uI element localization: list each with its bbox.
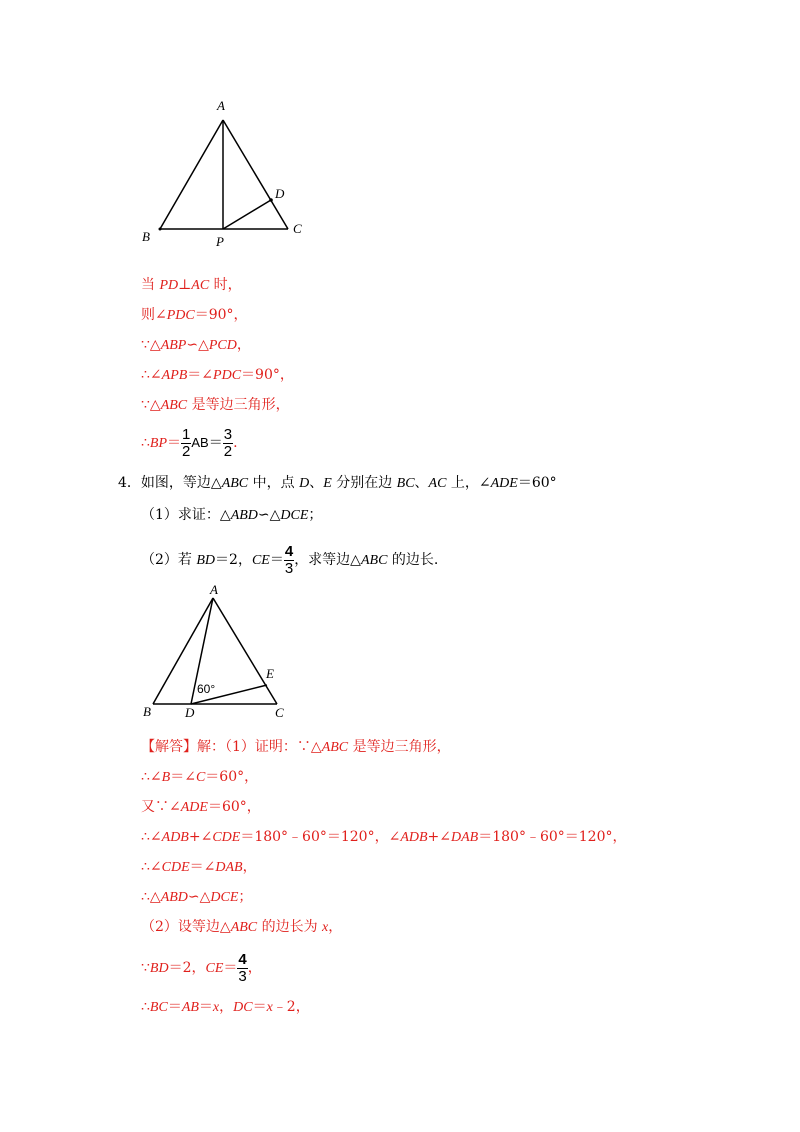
side-ab (160, 120, 223, 229)
fraction-three-halves: $\frac{3}{2}$ (223, 425, 233, 460)
answer-tag: 【解答】 (141, 739, 197, 755)
solution-2-line-9: ∴BC＝AB＝x，DC＝x﹣2， (141, 999, 310, 1015)
solution-2-line-2: ∴∠B＝∠C＝60°， (141, 769, 259, 785)
label-a: A (210, 582, 218, 597)
solution-1-line-6: ∴BP＝ $\frac{1}{2}$ AB＝ $\frac{3}{2}$ . (141, 425, 238, 460)
solution-1-line-2: 则∠PDC＝90°， (141, 307, 248, 323)
label-d: D (275, 186, 285, 201)
point-b (159, 228, 162, 231)
problem-4-part-1: （1）求证：△ABD∽△DCE； (141, 507, 323, 523)
point-d (269, 198, 273, 202)
solution-1-line-4: ∴∠APB＝∠PDC＝90°， (141, 367, 294, 383)
problem-4-stem: 4．如图，等边△ABC 中，点 D、E 分别在边 BC、AC 上，∠ADE＝60° (118, 475, 557, 491)
solution-2-line-3: 又∵∠ADE＝60°， (141, 799, 261, 815)
label-c: C (293, 221, 302, 236)
solution-1-line-1: 当 PD⊥AC 时， (141, 277, 242, 293)
side-ac (213, 598, 277, 704)
label-b: B (143, 704, 151, 719)
fraction-four-thirds: $\frac{4}{3}$ (284, 542, 294, 577)
figure-1-triangle (130, 90, 320, 250)
fraction-one-half: $\frac{1}{2}$ (182, 425, 191, 460)
solution-2-line-6: ∴△ABD∽△DCE； (141, 889, 253, 905)
problem-number: 4． (118, 475, 141, 491)
problem-4-part-2: （2）若 BD＝2，CE＝ $\frac{4}{3}$ ，求等边△ABC 的边长. (141, 542, 439, 577)
angle-label-60: 60° (197, 682, 216, 696)
label-e: E (266, 666, 274, 681)
label-c: C (275, 705, 284, 720)
solution-2-line-7: （2）设等边△ABC 的边长为 x， (141, 919, 343, 935)
solution-2-line-1: 【解答】解：（1）证明：∵△ABC 是等边三角形， (141, 739, 451, 755)
solution-1-line-5: ∵△ABC 是等边三角形， (141, 397, 290, 413)
solution-2-line-8: ∵BD＝2，CE＝ $\frac{4}{3}$ ， (141, 950, 262, 985)
solution-2-line-5: ∴∠CDE＝∠DAB， (141, 859, 257, 875)
fraction-four-thirds: $\frac{4}{3}$ (238, 950, 247, 985)
label-a: A (217, 98, 225, 113)
label-b: B (142, 229, 150, 244)
segment-pd (223, 200, 271, 229)
label-p: P (216, 234, 224, 249)
solution-1-line-3: ∵△ABP∽△PCD， (141, 337, 251, 353)
figure-2-triangle (135, 580, 305, 720)
side-ac (223, 120, 288, 229)
label-d: D (185, 705, 195, 720)
solution-2-line-4: ∴∠ADB+∠CDE＝180°﹣60°＝120°，∠ADB+∠DAB＝180°﹣60°＝120°， (141, 829, 627, 845)
